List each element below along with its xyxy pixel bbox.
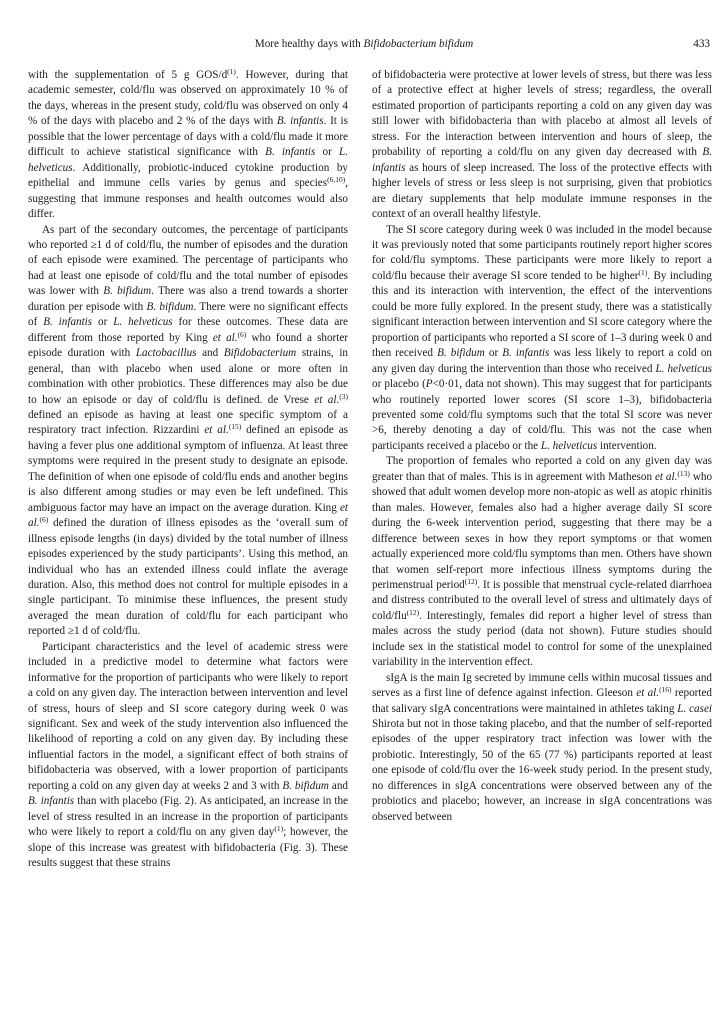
italic-term: Lactobacillus [135,347,197,360]
italic-term: B. infantis [372,146,712,174]
paragraph: The proportion of females who reported a cold on any given day was greater than that of males. This is in agreement with Matheson et al.$^{(13)}$ who showed that adult women develop more non-atopic as well as atopic rhinitis than males. However, females also had a higher average daily SI score during the 6-week intervention period, suggesting that there may be a difference between sexes in how they report symptoms or that women actually experienced more cold/flu symptoms than men. Others have shown that women self-report more infectious illness symptoms during the perimenstrual period$^{(12)}$. It is possible that menstrual cycle-related diarrhoea and distress contributed to the overall level of stress and ultimately days of cold/flu$^{(12)}$. Interestingly, females did report a higher level of stress than males across the study period (data not shown). Future studies should include sex in the statistical model to control for some of the unexplained variability in the intervention effect. [372,455,713,669]
italic-term: L. helveticus [655,362,712,375]
paragraph: with the supplementation of 5 g GOS/$d^{(1)}$. However, during that academic semester, cold/flu was observed on approximately 10 % of the days, whereas in the present study, cold/flu was observed on only 4 % of the days with placebo and 2 % of the days with B. infantis. It is possible that the lower percentage of days with a cold/flu made it more difficult to achieve statistical significance with B. infantis or L. helveticus. Additionally, probiotic-induced cytokine production by epithelial and immune cells varies by genus and species$^{(6,10)}$, suggesting that immune responses and health outcomes would also differ. [28,67,348,221]
paragraph: As part of the secondary outcomes, the percentage of participants who reported ≥1 d of cold/flu, the number of episodes and the duration of each episode were examined. The percentage of participants who had at least one episode of cold/flu and the total number of episodes was lower with B. bifidum. There was also a trend towards a shorter duration per episode with B. bifidum. There were no significant effects of B. infantis or L. helveticus for these outcomes. These data are different from those reported by King et al.$^{(6)}$ who found a shorter episode duration with Lactobacillus and Bifidobacterium strains, in general, than with placebo when used alone or more often in combination with other probiotics. These differences may also be due to how an episode or day of cold/flu is defined. de Vrese et al.$^{(3)}$ defined an episode as having at least one specific symptom of a respiratory tract infection. Rizzardini et al.$^{(15)}$ defined an episode as having a fever plus one additional symptom of influenza. At least three symptoms were required in the present study to designate an episode. The definition of when one episode of cold/flu ends and another begins is also different among studies or may even be left undefined. This ambiguous factor may have an impact on the average duration. King et al.$^{(6)}$ defined the duration of illness episodes as the ‘overall sum of illness episode lengths (in days) divided by the total number of illness episodes experienced by the study participants’. Using this method, an individual who has an extended illness could inflate the average duration. Also, this method does not control for multiple episodes in a single participant. To minimise these influences, the present study averaged the mean duration of cold/flu for each participant who reported ≥1 d of cold/flu. [28,223,349,638]
citation-ref: (6) [237,329,247,339]
page-header [0,38,728,54]
italic-term: et al. [654,470,678,483]
italic-term: B. infantis [502,347,550,360]
italic-term: B. infantis [265,146,316,159]
citation-ref: (12) [406,607,420,617]
italic-term: Bifidobacterium [223,347,297,360]
paragraph: sIgA is the main Ig secreted by immune cells within mucosal tissues and serves as a first line of defence against infection. Gleeson et al.$^{(16)}$ reported that salivary sIgA concentrations were maintained in athletes taking L. casei Shirota but not in those taking placebo, and that the number of self-reported episodes of the upper respiratory tract infection was lower with the probiotic. Interestingly, 50 of the 65 (77 %) participants reported at least one episode of cold/flu over the 16-week study period. In the present study, no differences in sIgA concentrations were observed between any of the probiotics and placebo; however, an increase in sIgA concentrations was observed between [372,671,712,823]
italic-term: P [425,378,433,391]
paragraph: The SI score category during week 0 was included in the model because it was previously noted that some participants routinely report higher scores for cold/flu symptoms. These participants were more likely to report a cold/flu because their average SI score tended to be higher$^{(1)}$. By including this and its interaction with intervention, the effect of the interventions could be more fully explored. In the present study, there was a statistically significant interaction between intervention and SI score category where the proportion of participants who reported a SI score of 1–3 during week 0 and then received B. bifidum or B. infantis was less likely to report a cold on any given day during the intervention than those who received L. helveticus or placebo (P<0·01, data not shown). This may suggest that for participants who routinely reported lower scores (SI score 1–3), bifidobacteria prevented some cold/flu symptoms such that the total SI score was never >6, thereby denoting a day of cold/flu. This was not the case when participants received a placebo or the L. helveticus intervention. [372,223,712,452]
italic-term: L. helveticus [28,146,348,174]
citation-ref: (12) [464,576,478,586]
italic-term: L. casei [677,702,712,715]
citation-ref: (16) [659,685,672,695]
italic-term: et al. [204,424,229,437]
italic-term: et al. [212,331,238,344]
citation-ref: (1) [227,67,236,76]
paragraph: Participant characteristics and the level of academic stress were included in a predictive model to determine what factors were informative for the proportion of participants who were likely to report a cold on any given day. The interaction between intervention and level of stress, hours of sleep and SI score category during week 0 was significant. Sex and week of the study intervention also influenced the likelihood of reporting a cold on any given day. By including these influential factors in the model, a significant effect of both strains of bifidobacteria was observed, with a lower proportion of participants reporting a cold on any given day at weeks 2 and 3 with B. bifidum and B. infantis than with placebo (Fig. 2). As anticipated, an increase in the level of stress resulted in an increase in the proportion of participants who were likely to report a cold/flu on any given day$^{(1)}$; however, the slope of this increase was greatest with bifidobacteria (Fig. 3). These results suggest that these strains [28,640,348,870]
italic-term: B. bifidum [103,285,152,298]
italic-term: et al. [636,687,660,700]
italic-term: B. infantis [276,115,324,128]
right-column [372,68,712,825]
citation-ref: (1) [638,267,648,277]
citation-ref: (3) [339,391,348,401]
italic-term: et al. [314,393,340,406]
citation-ref: (6,10) [327,175,346,185]
italic-term: L. helveticus [113,316,173,329]
running-head-text: More healthy days with [254,38,364,50]
citation-ref: (13) [677,468,690,478]
italic-term: B. bifidum [282,779,329,792]
citation-ref: (15) [228,422,242,432]
paragraph: of bifidobacteria were protective at lower levels of stress, but there was less of a protective effect at higher levels of stress; regardless, the overall estimated proportion of participants reporting a cold on any given day was still lower with bifidobacteria than with placebo at almost all levels of stress. For the interaction between intervention and hours of sleep, the probability of reporting a cold/flu on any given day decreased with B. infantis as hours of sleep increased. The loss of the protective effects with higher levels of stress or less sleep is not surprising, given that probiotics are dietary supplements that help modulate immune responses in the context of an overall healthy lifestyle. [372,69,712,221]
italic-term: L. helveticus [540,439,598,452]
italic-term: B. bifidum [437,347,485,360]
italic-term: B. infantis [43,316,93,329]
citation-ref: (6) [39,515,49,525]
italic-term: B. bifidum [146,300,194,313]
left-column [28,68,348,872]
italic-term: et al. [28,501,348,530]
italic-term: B. infantis [28,795,75,808]
running-head [0,38,728,50]
page-number: 433 [693,38,710,50]
running-head-species: Bifidobacterium bifidum [363,38,474,50]
citation-ref: (1) [274,824,284,834]
